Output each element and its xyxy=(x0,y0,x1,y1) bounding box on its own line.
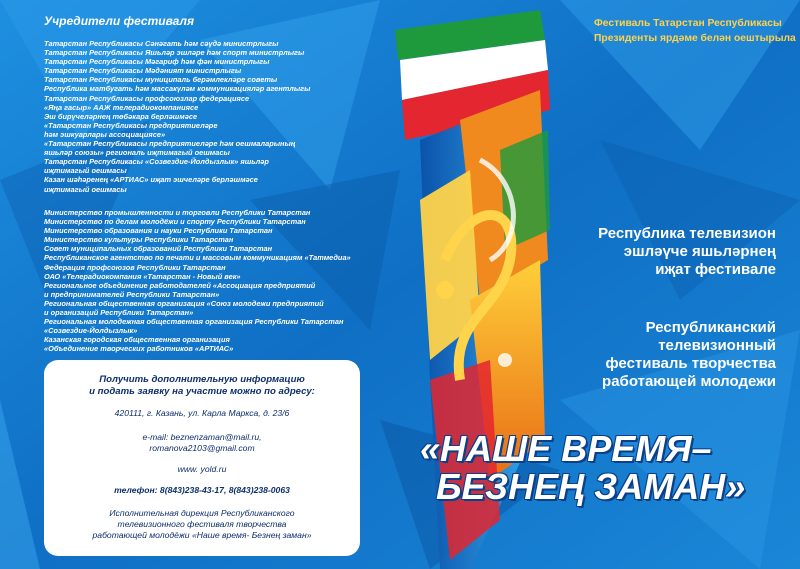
founder-russian-item: Федерация профсоюзов Республики Татарстан xyxy=(44,262,226,272)
founders-list-tatar xyxy=(44,39,310,194)
founders-title: Учредители фестиваля xyxy=(44,14,195,28)
founder-tatar-item: «Татарстан Республикасы предприятиеләре һәм оешмаларының xyxy=(44,139,296,149)
info-phone: телефон: 8(843)238-43-17, 8(843)238-0063 xyxy=(114,485,290,495)
founder-russian-item: Министерство культуры Республики Татарстан xyxy=(44,235,234,245)
founder-russian-item: и предпринимателей Республики Татарстан» xyxy=(44,289,220,299)
festival-title-tatar-line: эшләүче яшьләрнең xyxy=(623,243,776,260)
slogan-line-1: «НАШЕ ВРЕМЯ– xyxy=(420,428,712,469)
founder-tatar-item: иҗтимагый оешмасы xyxy=(44,184,127,194)
founder-russian-item: «Созвездие-Йолдызлык» xyxy=(44,326,138,336)
info-direction-1: Исполнительная дирекция Республиканского xyxy=(109,508,295,518)
info-box xyxy=(44,360,360,556)
founder-tatar-item: Татарстан Республикасы Мәгариф һәм фән министрлыгы xyxy=(44,57,270,67)
founder-russian-item: «Объединение творческих работников «АРТИАС» xyxy=(44,344,234,354)
founder-russian-item: Региональное объединение работодателей «Ассоциация предприятий xyxy=(44,280,316,290)
info-address: 420111, г. Казань, ул. Карла Маркса, д. 23/6 xyxy=(114,408,290,418)
founder-russian-item: Министерство образования и науки Республики Татарстан xyxy=(44,226,273,236)
info-email-2[interactable]: romanova2103@gmail.com xyxy=(149,443,255,453)
organizer-line-1: Фестиваль Татарстан Республикасы xyxy=(594,18,782,29)
info-direction-3: работающей молодёжи «Наше время- Безнең заман» xyxy=(92,530,312,540)
founder-tatar-item: Эш бирүчеләрнең төбәкара берләшмәсе xyxy=(44,111,198,121)
founder-russian-item: Республиканское агентство по печати и массовым коммуникациям «Татмедиа» xyxy=(44,253,351,263)
founder-tatar-item: Татарстан Республикасы профсоюзлар федерациясе xyxy=(44,93,250,103)
founder-russian-item: ОАО «Телерадиокомпания «Татарстан - Новый век» xyxy=(44,271,241,281)
founder-tatar-item: Казан шәһәренең «АРТИАС» иҗат эшчеләре берләшмәсе xyxy=(44,175,258,185)
founder-tatar-item: Татарстан Республикасы Яшьләр эшләре һәм спорт министрлыгы xyxy=(44,48,305,58)
festival-title-russian-line: фестиваль творчества xyxy=(605,355,776,372)
info-heading-1: Получить дополнительную информацию xyxy=(99,374,305,385)
info-heading-2: и подать заявку на участие можно по адресу: xyxy=(89,386,315,397)
founder-russian-item: Министерство промышленности и торговли Республики Татарстан xyxy=(44,208,311,217)
founder-tatar-item: «Яңа гасыр» ААЖ телерадиокомпаниясе xyxy=(44,102,199,112)
founder-russian-item: Региональная молодежная общественная организация Республики Татарстан xyxy=(44,317,344,327)
founder-tatar-item: «Татарстан Республикасы предприятиеләре xyxy=(44,120,218,130)
festival-title-tatar-line: Республика телевизион xyxy=(598,225,776,242)
festival-title-russian-line: работающей молодежи xyxy=(602,373,776,390)
founder-russian-item: и организаций Республики Татарстан» xyxy=(44,308,194,318)
founder-russian-item: Министерство по делам молодёжи и спорту Республики Татарстан xyxy=(44,217,306,227)
organizer-line-2: Президенты ярдәме белән оештырыла xyxy=(594,33,796,44)
founder-tatar-item: Татарстан Республикасы Сәнәгать һәм сәүдә министрлыгы xyxy=(44,39,279,48)
info-email-1[interactable]: e-mail: beznenzaman@mail.ru, xyxy=(142,432,262,442)
founder-tatar-item: һәм эшкуарлары ассоциациясе» xyxy=(44,129,166,139)
founder-tatar-item: Татарстан Республикасы «Созвездие-Йолдызлык» яшьләр xyxy=(44,157,269,167)
slogan-line-2: БЕЗНЕҢ ЗАМАН» xyxy=(436,466,746,507)
info-website[interactable]: www. yold.ru xyxy=(177,464,227,474)
founder-tatar-item: Татарстан Республикасы Мәдәният министрлыгы xyxy=(44,66,242,76)
festival-title-tatar-line: иҗат фестивале xyxy=(655,261,776,278)
founder-tatar-item: Республика матбугать һәм массакүләм коммуникацияләр агентлыгы xyxy=(44,84,311,94)
festival-title-tatar xyxy=(598,225,776,279)
festival-title-russian-line: Республиканский xyxy=(645,319,776,336)
founder-russian-item: Совет муниципальных образований Республики Татарстан xyxy=(44,244,273,254)
founders-list-russian xyxy=(44,208,351,354)
festival-title-russian xyxy=(602,319,776,391)
founder-russian-item: Казанская городская общественная организация xyxy=(44,335,230,345)
founder-russian-item: Региональная общественная организация «Союз молодежи предприятий xyxy=(44,298,324,308)
founder-tatar-item: иҗтимагый оешмасы xyxy=(44,166,127,176)
founder-tatar-item: Татарстан Республикасы муниципаль берәмлекләре советы xyxy=(44,75,278,85)
info-direction-2: телевизионного фестиваля творчества xyxy=(117,519,287,529)
founder-tatar-item: яшьләр союзы» региональ иҗтимагый оешмасы xyxy=(44,148,230,158)
festival-title-russian-line: телевизионный xyxy=(658,337,776,354)
